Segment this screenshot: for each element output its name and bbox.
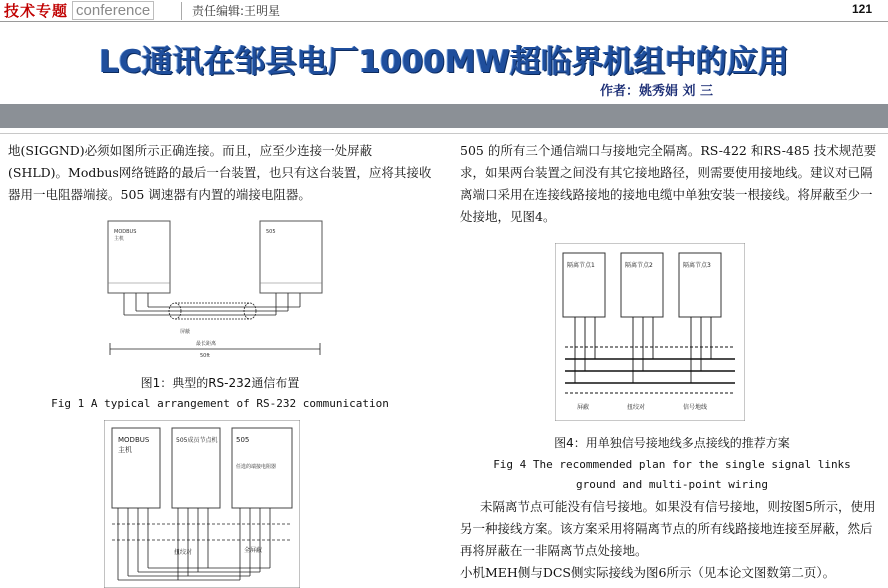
right-paragraph-1: 505 的所有三个通信端口与接地完全隔离。RS-422 和RS-485 技术规范要求，如果两台装置之间没有其它接地路径，则需要使用接地线。建议对已隔离端口采用在连接线路接地的接地电缆中单独安装一根接线。将屏蔽至少一处接地，见图4。 — [460, 143, 877, 224]
fig4-node3-label: 隔离节点3 — [683, 262, 711, 269]
header-divider — [181, 2, 182, 20]
fig1-shield-label: 屏蔽 — [180, 329, 191, 335]
fig2-box3-label: 505 — [236, 436, 250, 444]
section-tag — [4, 0, 154, 20]
fig2-shield-label: 全屏蔽 — [244, 547, 263, 554]
svg-text:主机: 主机 — [114, 236, 125, 242]
fig4-bottom-label-3: 信号地线 — [683, 404, 708, 411]
left-column — [8, 140, 432, 206]
fig4-bottom-label-2: 扭绞对 — [627, 404, 646, 411]
fig1-length-value: 50ft — [200, 353, 210, 359]
fig4-bottom-label-1: 屏蔽 — [577, 404, 590, 411]
right-paragraph-2: 未隔离节点可能没有信号接地。如果没有信号接地，则按图5所示，使用另一种接线方案。该方案采用将隔离节点的所有线路接地连接至屏蔽，然后再将屏蔽在一非隔离节点处接地。 — [460, 499, 876, 558]
figure-1-diagram — [100, 215, 340, 365]
left-paragraph-1: 地(SIGGND)必须如图所示正确连接。而且，应至少连接一处屏蔽(SHLD)。Modbus网络链路的最后一台装置，也只有这台装置，应将其接收器用一电阻器端接。505 调速器有内置的端接电阻器。 — [8, 143, 432, 202]
figure-4-caption-cn: 图4：用单独信号接地线多点接线的推荐方案 — [554, 436, 790, 450]
section-tag-cn: 技术专题 — [4, 1, 69, 20]
page-header — [0, 0, 888, 22]
fig4-node2-label: 隔离节点2 — [625, 262, 653, 269]
band-rule — [0, 133, 888, 134]
figure-1-caption-cn: 图1：典型的RS-232通信布置 — [140, 376, 300, 390]
right-column-top — [460, 140, 884, 228]
fig1-box-right-label: 505 — [266, 229, 276, 235]
fig2-box1-label: MODBUS — [118, 436, 150, 444]
fig2-twisted-label: 扭绞对 — [174, 549, 193, 556]
right-column-bottom — [460, 496, 884, 584]
page-number: 121 — [851, 2, 872, 16]
article-author: 作者：姚秀娟 刘 三 — [600, 84, 714, 99]
figure-4-caption-en-line-1: Fig 4 The recommended plan for the single signal links — [493, 458, 851, 471]
editor-credit: 责任编辑:王明星 — [192, 4, 281, 18]
section-tag-en: conference — [72, 1, 154, 20]
right-paragraph-3: 小机MEH侧与DCS侧实际接线为图6所示（见本论文图数第二页）。 — [460, 565, 836, 580]
fig2-box3-sublabel: 任选的端接电阻器 — [236, 464, 277, 470]
fig1-length-label: 最长距离 — [196, 341, 217, 347]
figure-4-diagram — [555, 243, 745, 421]
fig2-box2-label: 505成员节点机 — [176, 437, 218, 444]
header-rule — [0, 21, 888, 22]
fig4-node1-label: 隔离节点1 — [567, 262, 595, 269]
figure-1-caption-en: Fig 1 A typical arrangement of RS-232 communication — [51, 397, 389, 410]
title-band — [0, 104, 888, 128]
figure-4-caption-en-line-2: ground and multi-point wiring — [575, 478, 769, 491]
figure-2-diagram — [104, 420, 300, 588]
svg-text:主机: 主机 — [118, 446, 132, 454]
article-title: LC通讯在邹县电厂1000MW超临界机组中的应用 — [99, 44, 789, 80]
fig1-box-left-label: MODBUS — [114, 229, 137, 235]
